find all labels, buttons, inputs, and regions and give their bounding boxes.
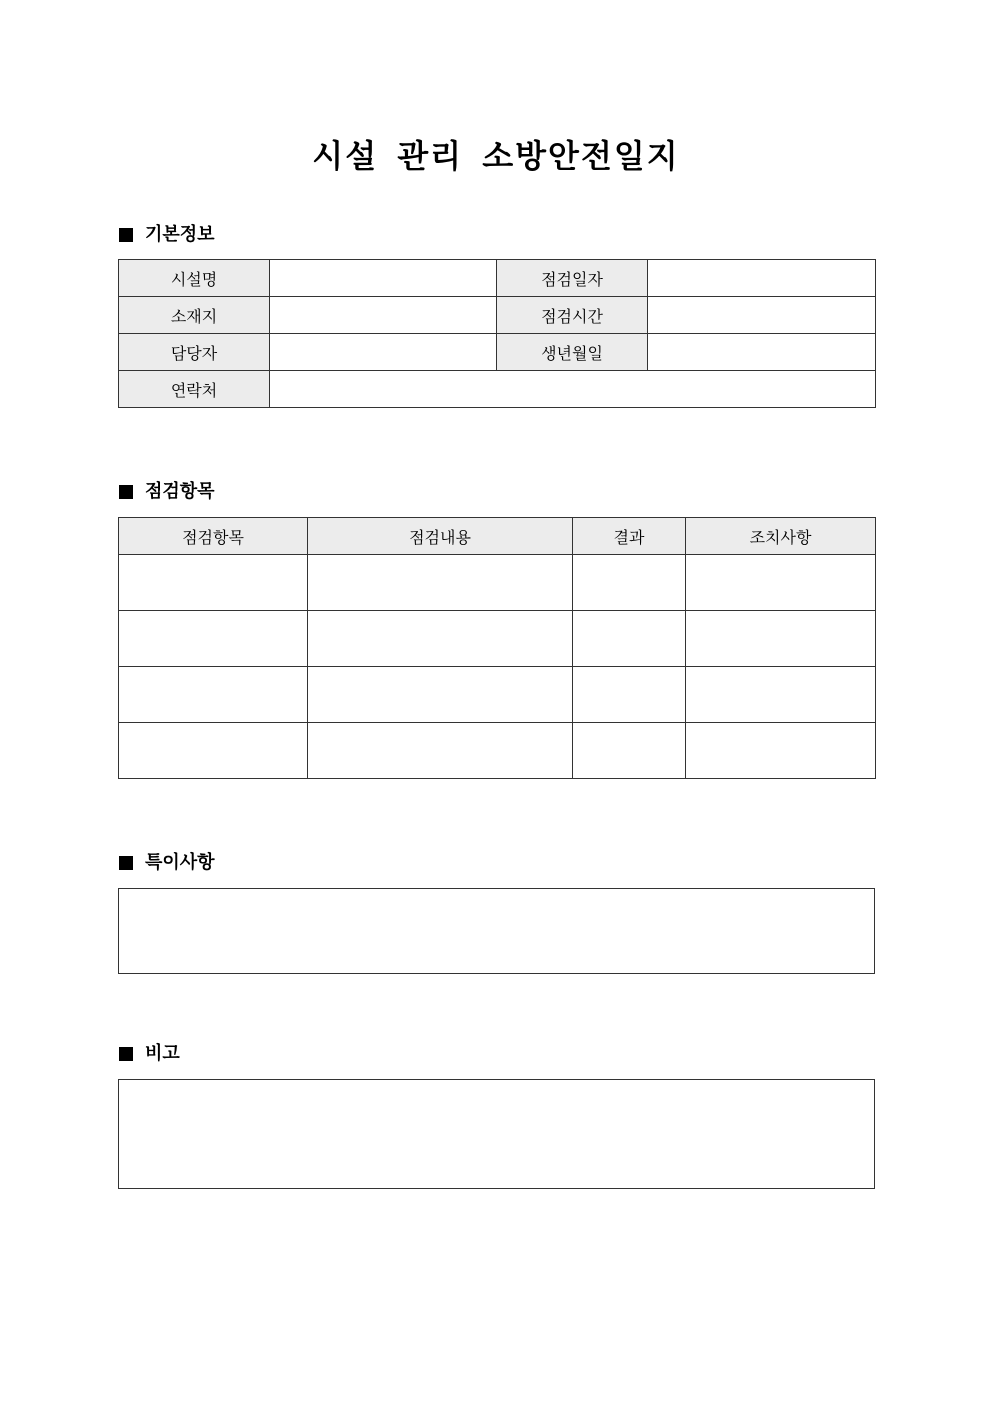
facility-name-field[interactable] [270, 260, 497, 297]
content-cell[interactable] [308, 555, 573, 611]
table-row [119, 723, 876, 779]
contact-field[interactable] [270, 371, 876, 408]
item-cell[interactable] [119, 723, 308, 779]
checklist-header-row [119, 518, 876, 555]
action-cell[interactable] [686, 611, 876, 667]
inspection-time-field[interactable] [648, 297, 876, 334]
inspection-time-label: 점검시간 [497, 297, 648, 334]
item-cell[interactable] [119, 611, 308, 667]
table-row [119, 667, 876, 723]
column-header-result: 결과 [573, 518, 686, 555]
table-row [119, 555, 876, 611]
item-cell[interactable] [119, 555, 308, 611]
inspection-date-field[interactable] [648, 260, 876, 297]
result-cell[interactable] [573, 611, 686, 667]
content-cell[interactable] [308, 723, 573, 779]
action-cell[interactable] [686, 555, 876, 611]
checklist-table [118, 517, 876, 779]
action-cell[interactable] [686, 667, 876, 723]
basic-info-row [119, 297, 876, 334]
basic-info-row [119, 260, 876, 297]
checklist-heading-label: 점검항목 [145, 481, 215, 502]
remarks-heading-label: 비고 [145, 1043, 180, 1064]
result-cell[interactable] [573, 667, 686, 723]
facility-name-label: 시설명 [119, 260, 270, 297]
special-notes-box[interactable] [118, 888, 875, 974]
basic-info-heading [119, 223, 215, 247]
content-cell[interactable] [308, 667, 573, 723]
manager-label: 담당자 [119, 334, 270, 371]
result-cell[interactable] [573, 555, 686, 611]
basic-info-row [119, 371, 876, 408]
column-header-item: 점검항목 [119, 518, 308, 555]
square-bullet-icon [119, 228, 133, 242]
location-label: 소재지 [119, 297, 270, 334]
inspection-date-label: 점검일자 [497, 260, 648, 297]
column-header-action: 조치사항 [686, 518, 876, 555]
table-row [119, 611, 876, 667]
item-cell[interactable] [119, 667, 308, 723]
special-notes-heading-label: 특이사항 [145, 852, 215, 873]
birthdate-label: 생년월일 [497, 334, 648, 371]
contact-label: 연락처 [119, 371, 270, 408]
basic-info-row [119, 334, 876, 371]
checklist-heading [119, 480, 215, 504]
special-notes-heading [119, 851, 215, 875]
remarks-box[interactable] [118, 1079, 875, 1189]
basic-info-heading-label: 기본정보 [145, 224, 215, 245]
square-bullet-icon [119, 1047, 133, 1061]
manager-field[interactable] [270, 334, 497, 371]
remarks-heading [119, 1042, 180, 1066]
result-cell[interactable] [573, 723, 686, 779]
birthdate-field[interactable] [648, 334, 876, 371]
page-title: 시설 관리 소방안전일지 [312, 137, 680, 175]
square-bullet-icon [119, 485, 133, 499]
column-header-content: 점검내용 [308, 518, 573, 555]
content-cell[interactable] [308, 611, 573, 667]
basic-info-table [118, 259, 876, 408]
action-cell[interactable] [686, 723, 876, 779]
location-field[interactable] [270, 297, 497, 334]
square-bullet-icon [119, 856, 133, 870]
